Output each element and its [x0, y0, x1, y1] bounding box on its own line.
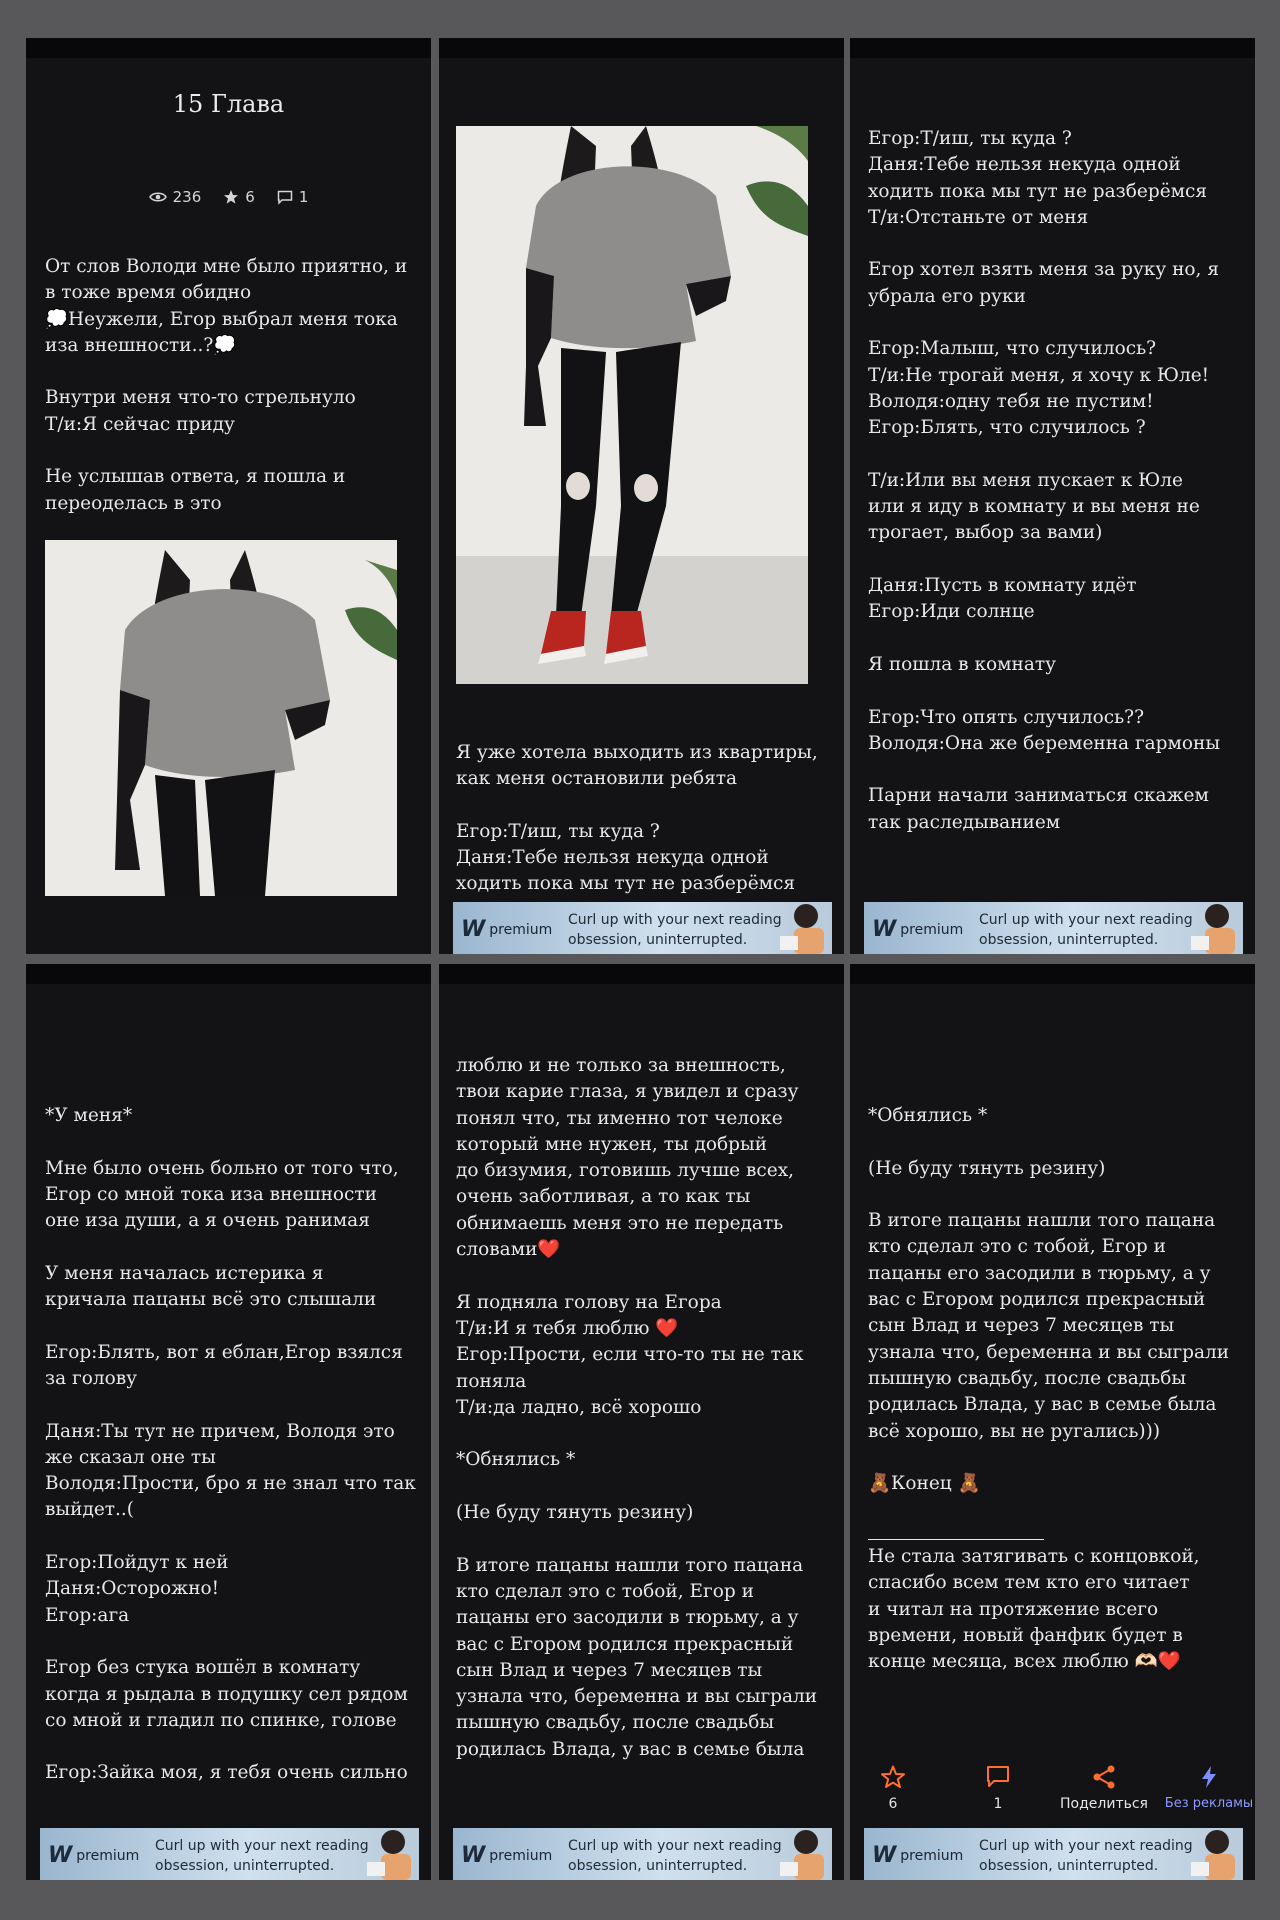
lightning-icon	[1196, 1764, 1222, 1790]
story-page-6	[850, 964, 1255, 1880]
w-logo-icon: W	[872, 917, 897, 942]
comments-stat	[277, 188, 309, 206]
story-text: Я уже хотела выходить из квартиры, как меня остановили ребята Егор:Т/иш, ты куда ? Даня:Тебе нельзя некуда одной ходить пока мы тут не разберёмся	[456, 742, 818, 895]
w-logo-icon: W	[48, 1843, 73, 1868]
w-logo-icon: W	[872, 1843, 897, 1868]
outfit-photo	[45, 540, 397, 896]
reader-illustration	[1181, 902, 1243, 954]
comment-outline-icon	[985, 1764, 1011, 1790]
reader-illustration	[357, 1828, 419, 1880]
reader-illustration	[1181, 1828, 1243, 1880]
premium-ad-banner[interactable]	[453, 902, 832, 954]
comment-icon	[277, 190, 293, 205]
premium-ad-banner[interactable]	[864, 902, 1243, 954]
w-logo-icon: W	[461, 917, 486, 942]
author-note: Не стала затягивать с концовкой, спасибо всем тем кто его читает и читал на протяжение всего времени, новый фанфик будет в конце месяца, всех люблю 🫶🏻❤️	[868, 1546, 1200, 1673]
share-button[interactable]	[1049, 1764, 1159, 1812]
wattpad-premium-logo: W premium	[48, 1843, 140, 1868]
wattpad-premium-logo: W premium	[872, 1843, 964, 1868]
story-text: От слов Володи мне было приятно, и в тоже время обидно 💭Неужели, Егор выбрал меня тока иза внешности..?💭 Внутри меня что-то стрельнуло Т/и:Я сейчас приду Не услышав ответа, я пошла и переоделась в это	[45, 256, 408, 514]
share-label: Поделиться	[1060, 1796, 1148, 1812]
votes-stat	[223, 188, 255, 206]
story-page-5	[439, 964, 844, 1880]
outfit-photo	[456, 126, 808, 684]
eye-icon	[149, 191, 167, 203]
comments-count: 1	[298, 188, 309, 206]
vote-button[interactable]	[850, 1764, 948, 1812]
ad-slogan: Curl up with your next reading obsession, uninterrupted.	[568, 912, 782, 948]
status-bar	[850, 964, 1255, 984]
star-outline-icon	[880, 1764, 906, 1790]
chapter-title: 15 Глава	[172, 90, 285, 118]
story-text: Егор:Т/иш, ты куда ? Даня:Тебе нельзя некуда одной ходить пока мы тут не разберёмся Т/и:Отстаньте от меня Егор хотел взять меня за руку но, я убрала его руки Егор:Малыш, что случилось? Т/и:Не трогай меня, я хочу к Юле! Володя:одну тебя не пустим! Егор:Блять, что случилось ? Т/и:Или вы меня пускает к Юле или я иду в комнату и вы меня не трогает, выбор за вами) Даня:Пусть в комнату идёт Егор:Иди солнце Я пошла в комнату Егор:Что опять случилось?? Володя:Она же беременна гармоны Парни начали заниматься скажем так раследыванием	[868, 128, 1221, 833]
story-text: *У меня* Мне было очень больно от того что, Егор со мной тока иза внешности оне иза души, а я очень ранимая У меня началась истерика я кричала пацаны всё это слышали Егор:Блять, вот я еблан,Егор взялся за голову Даня:Ты тут не причем, Володя это же сказал оне ты Володя:Прости, бро я не знал что так выйдет..( Егор:Пойдут к ней Даня:Осторожно! Егор:ага Егор без стука вошёл в комнату когда я рыдала в подушку сел рядом со мной и гладил по спинке, голове Егор:Зайка моя, я тебя очень сильно	[45, 1105, 416, 1784]
story-page-4	[26, 964, 431, 1880]
no-ads-label: Без рекламы	[1164, 1796, 1254, 1811]
reader-illustration	[770, 902, 832, 954]
story-page-1	[26, 38, 431, 954]
story-text-ending: *Обнялись * (Не буду тянуть резину) В итоге пацаны нашли того пацана кто сделал это с тобой, Егор и пацаны его засодили в тюрьму, а у вас с Егором родился прекрасный сын Влад и через 7 месяцев ты узнала что, беременна и вы сыграли пышную свадьбу, после свадьбы родилась Влада, у вас в семье была всё хорошо, вы не ругались))) 🧸Конец 🧸	[868, 1105, 1230, 1495]
status-bar	[850, 38, 1255, 58]
status-bar	[439, 964, 844, 984]
wattpad-premium-logo: W premium	[461, 917, 553, 942]
ad-slogan: Curl up with your next reading obsession, uninterrupted.	[979, 912, 1193, 948]
comment-button[interactable]	[943, 1764, 1053, 1812]
status-bar	[439, 38, 844, 58]
premium-ad-banner[interactable]	[453, 1828, 832, 1880]
votes-count: 6	[245, 188, 255, 206]
vote-count: 6	[888, 1796, 898, 1812]
w-logo-icon: W	[461, 1843, 486, 1868]
ad-slogan: Curl up with your next reading obsession, uninterrupted.	[979, 1838, 1193, 1874]
views-stat	[149, 188, 202, 206]
premium-ad-banner[interactable]	[40, 1828, 419, 1880]
share-icon	[1091, 1764, 1117, 1790]
story-page-3	[850, 38, 1255, 954]
reader-illustration	[770, 1828, 832, 1880]
story-text: люблю и не только за внешность, твои карие глаза, я увидел и сразу понял что, ты именно тот челоке который мне нужен, ты добрый до бизумия, готовишь лучше всех, очень заботливая, а то как ты обнимаешь меня это не передать словами❤️ Я подняла голову на Егора Т/и:И я тебя люблю ❤️ Егор:Прости, если что-то ты не так поняла Т/и:да ладно, всё хорошо *Обнялись * (Не буду тянуть резину) В итоге пацаны нашли того пацана кто сделал это с тобой, Егор и пацаны его засодили в тюрьму, а у вас с Егором родился прекрасный сын Влад и через 7 месяцев ты узнала что, беременна и вы сыграли пышную свадьбу, после свадьбы родилась Влада, у вас в семье была	[456, 1055, 818, 1760]
story-actions-bar	[850, 1764, 1255, 1824]
star-icon	[223, 189, 239, 205]
story-page-2	[439, 38, 844, 954]
comment-count: 1	[993, 1796, 1003, 1812]
views-count: 236	[172, 188, 202, 206]
no-ads-button[interactable]	[1154, 1764, 1255, 1811]
divider-line	[868, 1539, 1044, 1540]
status-bar	[26, 38, 431, 58]
ad-slogan: Curl up with your next reading obsession, uninterrupted.	[155, 1838, 369, 1874]
premium-ad-banner[interactable]	[864, 1828, 1243, 1880]
wattpad-premium-logo: W premium	[461, 1843, 553, 1868]
status-bar	[26, 964, 431, 984]
story-stats	[26, 188, 431, 206]
ad-slogan: Curl up with your next reading obsession, uninterrupted.	[568, 1838, 782, 1874]
wattpad-premium-logo: W premium	[872, 917, 964, 942]
